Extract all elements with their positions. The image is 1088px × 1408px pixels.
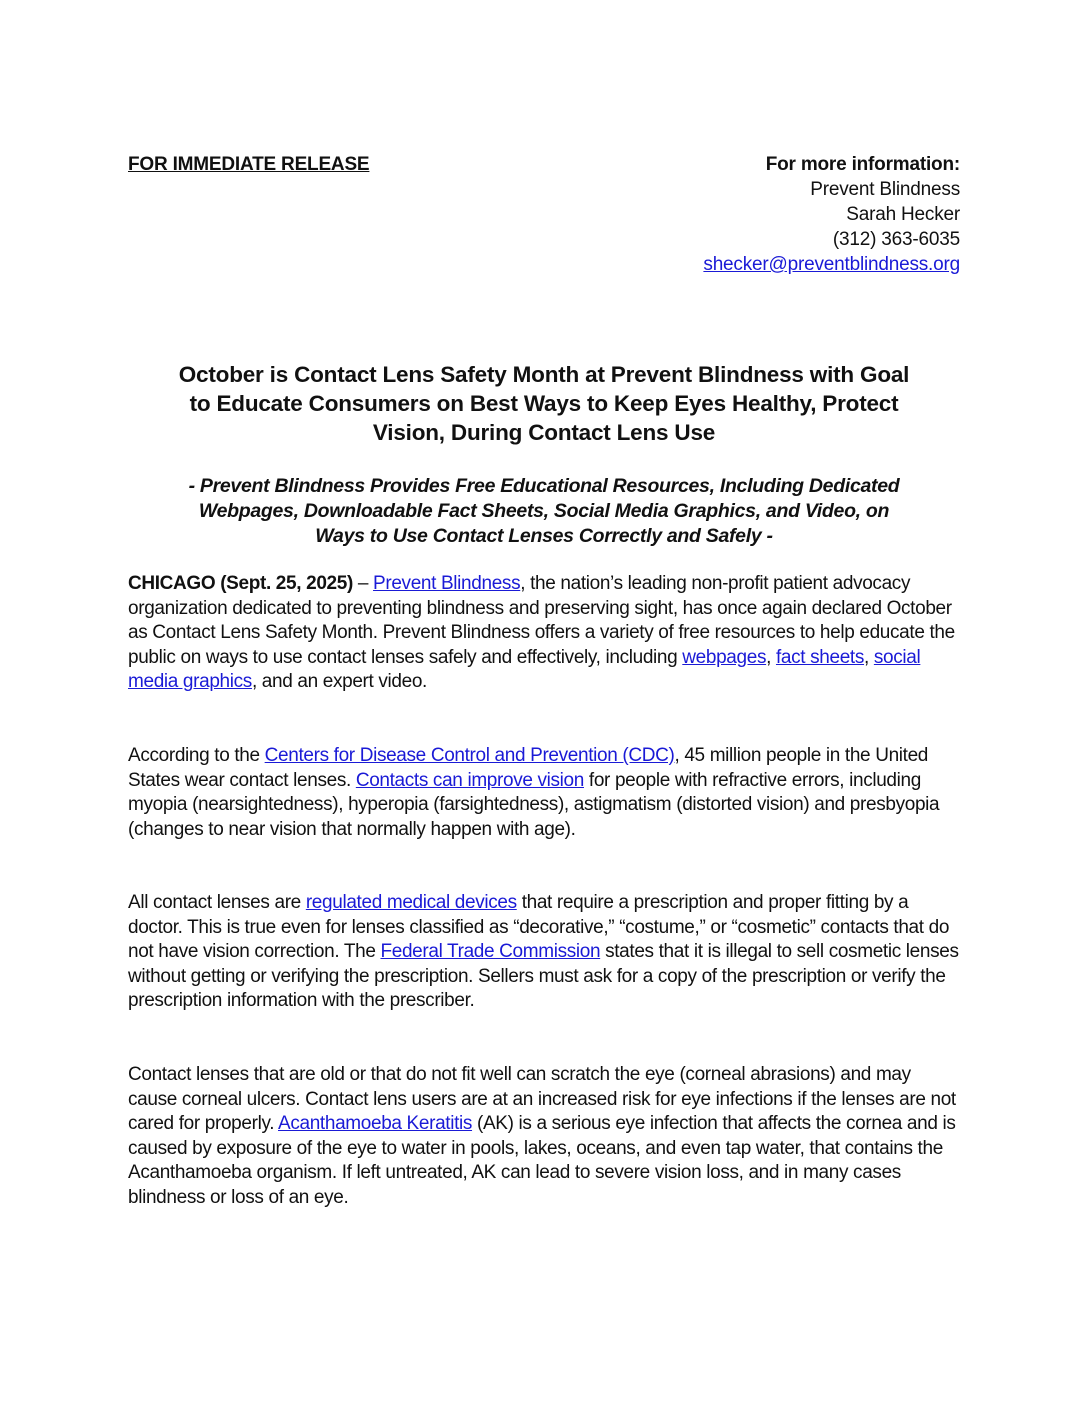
contact-label: For more information: [765,154,960,175]
link-fact-sheets[interactable]: fact sheets [775,646,865,668]
link-contacts-improve-vision[interactable]: Contacts can improve vision [355,769,584,791]
headline-title-line: Vision, During Contact Lens Use [372,420,716,445]
link-regulated-medical-devices[interactable]: regulated medical devices [305,892,517,913]
paragraph-cdc [128,744,960,842]
subtitle-line: Ways to Use Contact Lenses Correctly and Safely - [315,525,773,547]
paragraph-text: (AK) is a serious eye infection that affects the cornea and is caused by exposure of the eye to water in pools, lakes, oceans, and even tap water, that contains the Acanthamoeba organism. If left untreated, AK can lead to severe vision loss, and in many cases blindness or loss of an eye. [128,1113,956,1208]
paragraph-text: , 45 million people in the United States wear contact lenses. [128,745,929,791]
headline-title [128,360,960,447]
dateline: CHICAGO (Sept. 25, 2025) [128,573,353,594]
link-social-media-graphics[interactable]: social media graphics [128,646,921,693]
contact-phone: (312) 363-6035 [832,229,960,250]
link-federal-trade-commission[interactable]: Federal Trade Commission [380,941,601,963]
link-prevent-blindness[interactable]: Prevent Blindness [373,573,521,594]
paragraph-text: for people with refractive errors, including myopia (nearsightedness), hyperopia (farsightedness), astigmatism (distorted vision) and presbyopia (changes to near vision that normally happen with age). [128,769,940,840]
paragraph-text: According to the [128,745,265,766]
link-cdc[interactable]: Centers for Disease Control and Prevention (CDC) [264,745,675,766]
contact-organization: Prevent Blindness [810,179,960,200]
paragraph-risks [128,1063,960,1211]
link-acanthamoeba-keratitis[interactable]: Acanthamoeba Keratitis [278,1113,473,1135]
subtitle-line: Webpages, Downloadable Fact Sheets, Social Media Graphics, and Video, on [198,500,890,522]
paragraph-text: , and an expert video. [251,671,427,693]
paragraph-text: All contact lenses are [128,892,306,913]
headline-title-line: to Educate Consumers on Best Ways to Keep Eyes Healthy, Protect [189,391,899,416]
subtitle-line: - Prevent Blindness Provides Free Educational Resources, Including Dedicated [188,475,900,497]
separator: , [864,646,874,668]
paragraph-text: Contact lenses that are old or that do not fit well can scratch the eye (corneal abrasions) and may cause corneal ulcers. Contact lens users are at an increased risk for eye infections if the lenses are not cared for properly. [128,1064,956,1135]
release-header [128,152,960,292]
paragraph-text: states that it is illegal to sell cosmetic lenses without getting or verifying the prescription. Sellers must ask for a copy of the prescription or verify the prescription information with the prescriber. [128,941,959,1012]
press-release-page [128,152,960,292]
dash: – [352,573,374,594]
paragraph-text: that require a prescription and proper fitting by a doctor. This is true even for lenses classified as “decorative,” “costume,” or “cosmetic” contacts that do not have vision correction. The [128,892,950,963]
headline-title-line: October is Contact Lens Safety Month at Prevent Blindness with Goal [178,362,910,387]
paragraph-text: , the nation’s leading non-profit patient advocacy organization dedicated to preventing blindness and preserving sight, has once again declared October as Contact Lens Safety Month. Prevent Blindness offers a variety of free resources to help educate the public on ways to use contact lenses safely and effectively, including [128,573,955,668]
release-label: FOR IMMEDIATE RELEASE [128,154,370,175]
link-webpages[interactable]: webpages [682,646,767,668]
contact-block [703,152,960,277]
paragraph-regulation [128,891,960,1014]
contact-name: Sarah Hecker [846,204,960,225]
headline-subtitle [128,474,960,549]
contact-email-link[interactable]: shecker@preventblindness.org [703,254,960,275]
separator: , [766,646,776,668]
paragraph-intro [128,572,960,695]
